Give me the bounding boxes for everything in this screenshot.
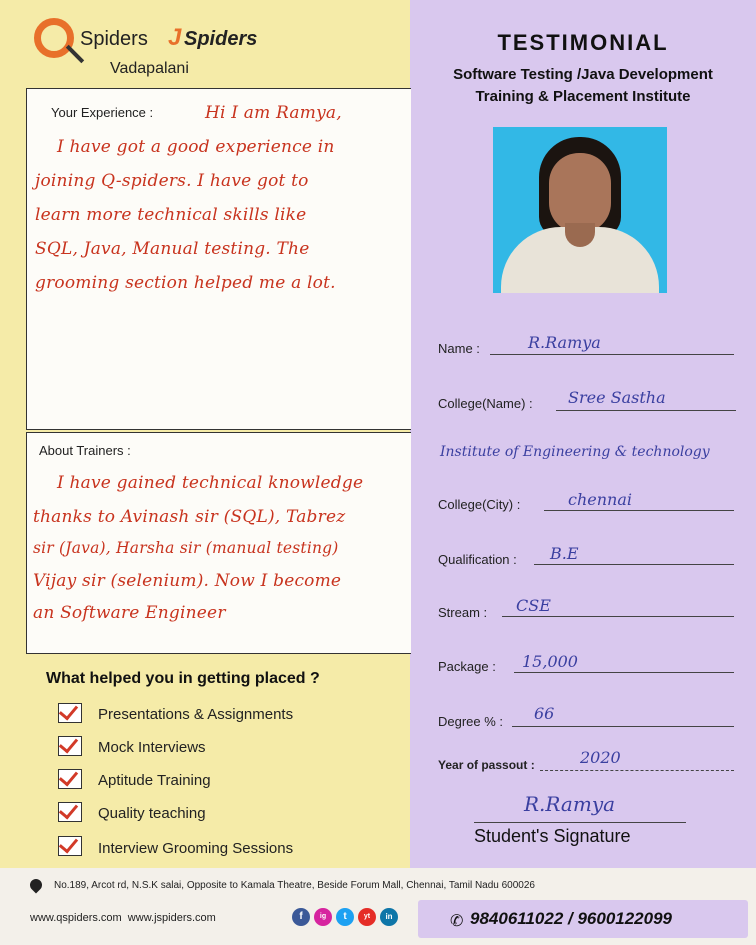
option-aptitude: Aptitude Training: [98, 772, 211, 789]
package-label: Package :: [438, 659, 496, 674]
experience-label: Your Experience :: [51, 105, 154, 120]
year-value: 2020: [580, 748, 621, 767]
option-grooming: Interview Grooming Sessions: [98, 840, 294, 857]
year-label: Year of passout :: [438, 758, 535, 772]
option-quality-teaching: Quality teaching: [98, 805, 206, 822]
location-label: Vadapalani: [110, 60, 189, 77]
q-logo-icon: [34, 18, 74, 58]
college-value-2: Institute of Engineering & technology: [440, 444, 710, 460]
signature-line: [474, 822, 686, 823]
trainers-label: About Trainers :: [39, 443, 131, 458]
city-value: chennai: [568, 490, 632, 509]
option-presentations: Presentations & Assignments: [98, 706, 294, 723]
logo: [30, 14, 290, 84]
youtube-icon[interactable]: yt: [358, 908, 376, 926]
trainers-line-1: I have gained technical knowledge: [57, 473, 364, 493]
subtitle-1: Software Testing /Java Development: [453, 66, 713, 83]
logo-j: J: [168, 24, 182, 51]
facebook-icon[interactable]: f: [292, 908, 310, 926]
experience-line-4: learn more technical skills like: [35, 205, 307, 225]
phone-numbers[interactable]: 9840611022 / 9600122099: [470, 909, 672, 928]
name-line: [490, 354, 734, 355]
degree-value: 66: [534, 704, 555, 723]
checkbox-grooming[interactable]: [58, 836, 82, 856]
linkedin-icon[interactable]: in: [380, 908, 398, 926]
signature-value: R.Ramya: [524, 792, 616, 816]
logo-j-spiders: Spiders: [184, 28, 258, 50]
degree-line: [512, 726, 734, 727]
year-line: [540, 770, 734, 771]
twitter-icon[interactable]: t: [336, 908, 354, 926]
college-label: College(Name) :: [438, 396, 533, 411]
checkbox-mock-interviews[interactable]: [58, 736, 82, 756]
trainers-line-5: an Software Engineer: [33, 603, 226, 623]
option-mock-interviews: Mock Interviews: [98, 739, 206, 756]
qualification-value: B.E: [550, 544, 579, 563]
checkbox-quality-teaching[interactable]: [58, 802, 82, 822]
college-line: [556, 410, 736, 411]
phone-icon: ✆: [450, 913, 464, 930]
stream-value: CSE: [516, 596, 551, 615]
college-value-1: Sree Sastha: [568, 388, 666, 407]
subtitle-2: Training & Placement Institute: [475, 88, 691, 105]
qualification-line: [534, 564, 734, 565]
signature-label: Student's Signature: [474, 826, 631, 846]
student-photo: [493, 127, 667, 293]
photo-face: [549, 153, 611, 233]
stream-line: [502, 616, 734, 617]
package-line: [514, 672, 734, 673]
package-value: 15,000: [522, 652, 578, 671]
checkbox-presentations[interactable]: [58, 703, 82, 723]
footer-websites[interactable]: www.qspiders.com www.jspiders.com: [30, 912, 216, 924]
experience-line-5: SQL, Java, Manual testing. The: [35, 239, 310, 259]
city-label: College(City) :: [438, 497, 521, 512]
experience-line-6: grooming section helped me a lot.: [35, 273, 336, 293]
trainers-box: [26, 432, 411, 654]
experience-box: [26, 88, 411, 430]
logo-q-spiders: Spiders: [80, 28, 148, 50]
placed-question: What helped you in getting placed ?: [46, 670, 320, 687]
city-line: [544, 510, 734, 511]
stream-label: Stream :: [438, 605, 488, 620]
page-title: TESTIMONIAL: [497, 30, 669, 55]
qualification-label: Qualification :: [438, 552, 517, 567]
name-label: Name :: [438, 341, 480, 356]
degree-label: Degree % :: [438, 714, 504, 729]
experience-line-1: Hi I am Ramya,: [205, 103, 342, 123]
experience-line-3: joining Q-spiders. I have got to: [35, 171, 309, 191]
checkbox-aptitude[interactable]: [58, 769, 82, 789]
footer-address: No.189, Arcot rd, N.S.K salai, Opposite to Kamala Theatre, Beside Forum Mall, Chennai, Tamil Nadu 600026: [54, 880, 535, 891]
instagram-icon[interactable]: ig: [314, 908, 332, 926]
name-value: R.Ramya: [528, 333, 601, 352]
trainers-line-4: Vijay sir (selenium). Now I become: [33, 571, 342, 591]
trainers-line-3: sir (Java), Harsha sir (manual testing): [33, 539, 339, 557]
trainers-line-2: thanks to Avinash sir (SQL), Tabrez: [33, 507, 346, 527]
experience-line-2: I have got a good experience in: [57, 137, 335, 157]
